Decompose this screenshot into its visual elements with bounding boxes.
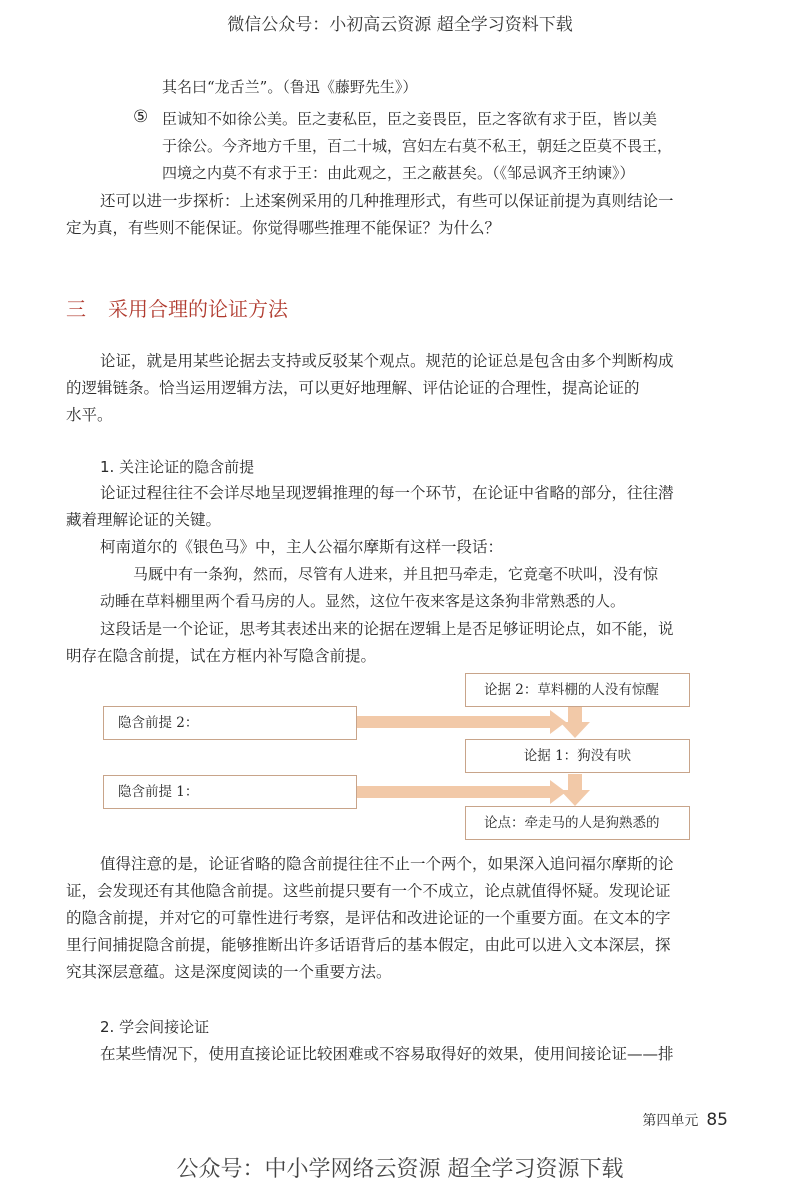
- quote-line: 马厩中有一条狗，然而，尽管有人进来，并且把马牵走，它竟毫不吠叫，没有惊: [133, 565, 659, 583]
- paragraph-line: 这段话是一个论证，思考其表述出来的论据在逻辑上是否足够证明论点，如不能，说: [100, 620, 674, 638]
- paragraph-line: 值得注意的是，论证省略的隐含前提往往不止一个两个，如果深入追问福尔摩斯的论: [100, 855, 674, 873]
- paragraph-line: 藏着理解论证的关键。: [66, 511, 222, 529]
- paragraph-line: 的逻辑链条。恰当运用逻辑方法，可以更好地理解、评估论证的合理性，提高论证的: [66, 379, 640, 397]
- arrow-right-icon: [357, 780, 566, 804]
- quote-line: 四境之内莫不有求于王：由此观之，王之蔽甚矣。（《邹忌讽齐王纳谏》）: [162, 164, 635, 182]
- paragraph-line: 还可以进一步探析：上述案例采用的几种推理形式，有些可以保证前提为真则结论一: [100, 192, 674, 210]
- hidden-premise-1-box[interactable]: 隐含前提 1：: [103, 775, 357, 809]
- paragraph-line: 明存在隐含前提，试在方框内补写隐含前提。: [66, 647, 377, 665]
- paragraph-line: 论证过程往往不会详尽地呈现逻辑推理的每一个环节，在论证中省略的部分，往往潜: [100, 484, 674, 502]
- paragraph-line: 论证，就是用某些论据去支持或反驳某个观点。规范的论证总是包含由多个判断构成: [100, 352, 674, 370]
- evidence-2-box: 论据 2：草料棚的人没有惊醒: [465, 673, 690, 707]
- paragraph-line: 证，会发现还有其他隐含前提。这些前提只要有一个不成立，论点就值得怀疑。发现论证: [66, 882, 671, 900]
- quote-line: 于徐公。今齐地方千里，百二十城，宫妇左右莫不私王，朝廷之臣莫不畏王，: [162, 137, 673, 155]
- quote-line: 动睡在草料棚里两个看马房的人。显然，这位午夜来客是这条狗非常熟悉的人。: [100, 592, 626, 610]
- page-number: 85: [706, 1110, 728, 1130]
- arrow-down-icon: [560, 707, 590, 738]
- quote-number: ⑤: [133, 107, 149, 127]
- arrow-right-icon: [357, 710, 566, 734]
- arrow-down-icon: [560, 774, 590, 806]
- subsection-title: 2. 学会间接论证: [100, 1018, 210, 1036]
- paragraph-line: 在某些情况下，使用直接论证比较困难或不容易取得好的效果，使用间接论证——排: [100, 1045, 674, 1063]
- paragraph-line: 的隐含前提，并对它的可靠性进行考察，是评估和改进论证的一个重要方面。在文本的字: [66, 909, 671, 927]
- paragraph-line: 水平。: [66, 406, 113, 424]
- conclusion-box: 论点：牵走马的人是狗熟悉的: [465, 806, 690, 840]
- subsection-title: 1. 关注论证的隐含前提: [100, 458, 255, 476]
- footer-watermark: 公众号：中小学网络云资源 超全学习资源下载: [176, 1157, 624, 1182]
- page-footer: [642, 1110, 728, 1130]
- hidden-premise-2-box[interactable]: 隐含前提 2：: [103, 706, 357, 740]
- paragraph-line: 柯南道尔的《银色马》中，主人公福尔摩斯有这样一段话：: [100, 538, 504, 556]
- quote-line-previous: 其名曰“龙舌兰”。（鲁迅《藤野先生》）: [162, 78, 418, 96]
- quote-line: 臣诚知不如徐公美。臣之妻私臣，臣之妾畏臣，臣之客欲有求于臣，皆以美: [162, 110, 658, 128]
- unit-label: 第四单元: [642, 1113, 699, 1129]
- section-title: 采用合理的论证方法: [108, 297, 288, 321]
- section-number: 三: [66, 297, 86, 321]
- paragraph-line: 究其深层意蕴。这是深度阅读的一个重要方法。: [66, 963, 392, 981]
- section-heading: [66, 293, 288, 322]
- header-watermark: 微信公众号：小初高云资源 超全学习资料下载: [227, 15, 573, 35]
- evidence-1-box: 论据 1：狗没有吠: [465, 739, 690, 773]
- paragraph-line: 定为真，有些则不能保证。你觉得哪些推理不能保证？为什么？: [66, 219, 501, 237]
- paragraph-line: 里行间捕捉隐含前提，能够推断出许多话语背后的基本假定，由此可以进入文本深层，探: [66, 936, 671, 954]
